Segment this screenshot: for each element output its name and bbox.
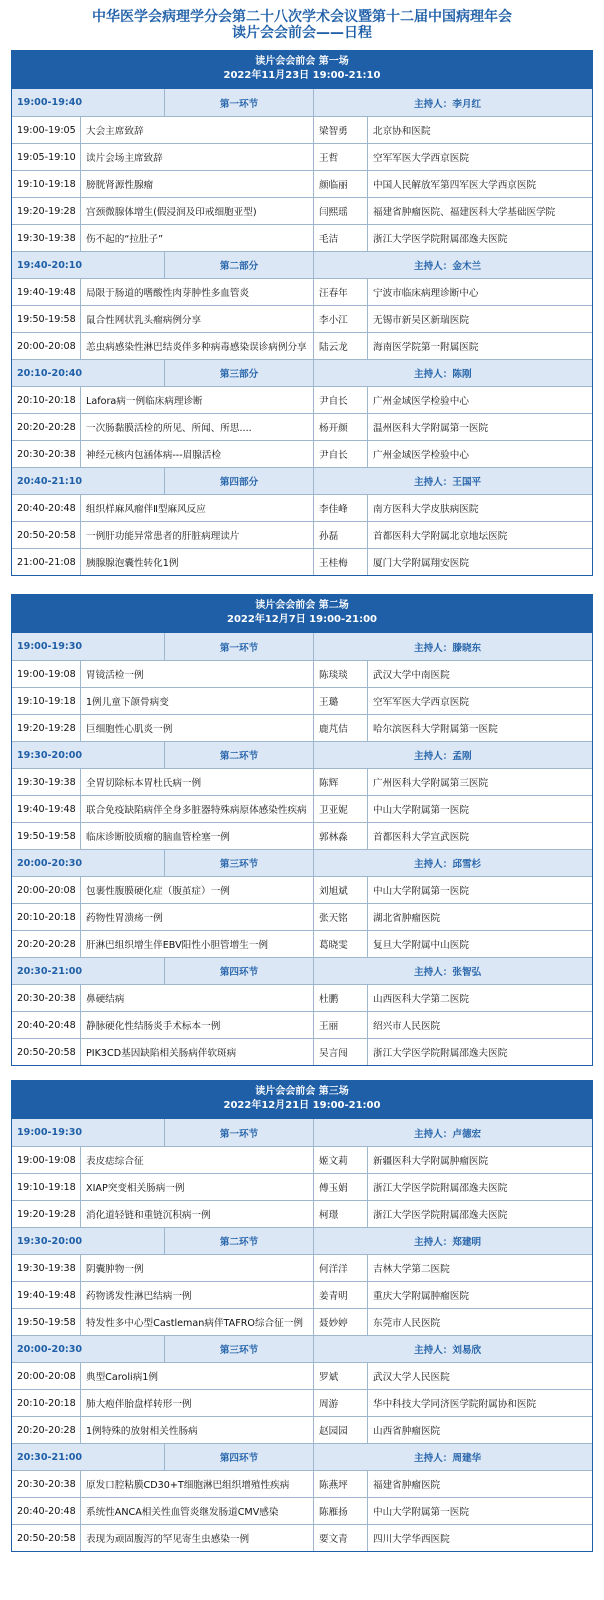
row-time: 20:00-20:08 (17, 1370, 76, 1382)
row-title: 读片会场主席致辞 (80, 144, 313, 170)
row-institution: 中山大学附属第一医院 (367, 877, 592, 903)
row-title: 鼻硬结病 (80, 985, 313, 1011)
section-time: 20:30-21:00 (17, 965, 83, 977)
session-date: 2022年12月21日 19:00-21:00 (223, 1100, 381, 1111)
row-title: 恙虫病感染性淋巴结炎伴多种病毒感染误诊病例分享 (80, 333, 313, 359)
row-institution: 浙江大学医学院附属邵逸夫医院 (367, 1201, 592, 1227)
row-speaker: 王哲 (313, 144, 367, 170)
row-title: 神经元核内包涵体病---眉腺活检 (80, 441, 313, 467)
session-table (11, 50, 593, 576)
row-title: 巨细胞性心肌炎一例 (80, 715, 313, 741)
section-time: 19:30-20:00 (17, 1235, 83, 1247)
section-row (12, 1335, 592, 1362)
row-institution: 重庆大学附属肿瘤医院 (367, 1282, 592, 1308)
table-row (12, 1011, 592, 1038)
row-time: 19:50-19:58 (17, 313, 76, 325)
table-row (12, 660, 592, 687)
row-title: 局限于肠道的嗜酸性肉芽肿性多血管炎 (80, 279, 313, 305)
section-time: 20:10-20:40 (17, 367, 83, 379)
table-row (12, 903, 592, 930)
row-time: 20:50-20:58 (17, 529, 76, 541)
page-header (0, 0, 604, 41)
table-row (12, 1470, 592, 1497)
row-time: 20:30-20:38 (17, 448, 76, 460)
row-institution: 无锡市新吴区新瑞医院 (367, 306, 592, 332)
session-name: 读片会会前会 第二场 (255, 600, 349, 611)
row-time: 20:00-20:08 (17, 884, 76, 896)
section-name: 第四环节 (164, 1444, 313, 1470)
row-title: 静脉硬化性结肠炎手术标本一例 (80, 1012, 313, 1038)
session-body (12, 89, 592, 575)
table-row (12, 1416, 592, 1443)
section-host: 主持人：孟刚 (313, 742, 592, 768)
row-institution: 广州医科大学附属第三医院 (367, 769, 592, 795)
table-row (12, 1200, 592, 1227)
table-row (12, 521, 592, 548)
section-name: 第二环节 (164, 742, 313, 768)
section-row (12, 89, 592, 116)
row-speaker: 陆云龙 (313, 333, 367, 359)
row-institution: 四川大学华西医院 (367, 1525, 592, 1551)
session-name: 读片会会前会 第一场 (255, 56, 349, 67)
row-speaker: 郭林淼 (313, 823, 367, 849)
row-speaker: 卫亚妮 (313, 796, 367, 822)
row-speaker: 陈辉 (313, 769, 367, 795)
row-title: 药物性胃溃疡一例 (80, 904, 313, 930)
row-time: 20:20-20:28 (17, 938, 76, 950)
row-time: 19:20-19:28 (17, 1208, 76, 1220)
row-time: 20:40-20:48 (17, 502, 76, 514)
section-row (12, 467, 592, 494)
row-institution: 山西医科大学第二医院 (367, 985, 592, 1011)
row-title: 一次肠黏膜活检的所见、所闻、所思.... (80, 414, 313, 440)
row-title: 1例特殊的放射相关性肠病 (80, 1417, 313, 1443)
table-row (12, 714, 592, 741)
row-institution: 空军军医大学西京医院 (367, 144, 592, 170)
table-row (12, 822, 592, 849)
row-title: 胃镜活检一例 (80, 661, 313, 687)
table-row (12, 224, 592, 251)
row-institution: 中国人民解放军第四军医大学西京医院 (367, 171, 592, 197)
row-title: 一例肝功能异常患者的肝脏病理读片 (80, 522, 313, 548)
row-time: 20:00-20:08 (17, 340, 76, 352)
row-speaker: 李佳峰 (313, 495, 367, 521)
section-name: 第一环节 (164, 1119, 313, 1146)
row-speaker: 颜临丽 (313, 171, 367, 197)
table-row (12, 386, 592, 413)
row-title: 胰腺腺泡囊性转化1例 (80, 549, 313, 575)
row-speaker: 尹自长 (313, 441, 367, 467)
session-header (12, 595, 592, 633)
table-row (12, 440, 592, 467)
row-title: 组织样麻风瘤伴Ⅱ型麻风反应 (80, 495, 313, 521)
row-institution: 山西省肿瘤医院 (367, 1417, 592, 1443)
session-header (12, 1081, 592, 1119)
section-time: 19:00-19:30 (17, 641, 83, 652)
row-time: 20:30-20:38 (17, 992, 76, 1004)
row-institution: 吉林大学第二医院 (367, 1255, 592, 1281)
row-title: 系统性ANCA相关性血管炎继发肠道CMV感染 (80, 1498, 313, 1524)
row-title: XIAP突变相关肠病一例 (80, 1174, 313, 1200)
row-time: 20:10-20:18 (17, 394, 76, 406)
section-time: 20:30-21:00 (17, 1451, 83, 1463)
section-time: 19:40-20:10 (17, 259, 83, 271)
row-speaker: 李小江 (313, 306, 367, 332)
row-speaker: 葛晓雯 (313, 931, 367, 957)
table-row (12, 494, 592, 521)
table-row (12, 1281, 592, 1308)
row-title: 大会主席致辞 (80, 117, 313, 143)
row-speaker: 罗斌 (313, 1363, 367, 1389)
table-row (12, 1038, 592, 1065)
row-institution: 浙江大学医学院附属邵逸夫医院 (367, 1039, 592, 1065)
table-row (12, 1146, 592, 1173)
row-institution: 华中科技大学同济医学院附属协和医院 (367, 1390, 592, 1416)
row-institution: 中山大学附属第一医院 (367, 796, 592, 822)
section-time: 19:00-19:30 (17, 1127, 83, 1138)
section-row (12, 633, 592, 660)
row-institution: 武汉大学中南医院 (367, 661, 592, 687)
row-title: PIK3CD基因缺陷相关肠病伴软斑病 (80, 1039, 313, 1065)
session-body (12, 633, 592, 1065)
row-time: 20:20-20:28 (17, 421, 76, 433)
row-title: 肺大疱伴胎盘样转形一例 (80, 1390, 313, 1416)
section-row (12, 849, 592, 876)
table-row (12, 413, 592, 440)
row-title: 肝淋巴组织增生伴EBV阳性小胆管增生一例 (80, 931, 313, 957)
section-row (12, 957, 592, 984)
table-row (12, 876, 592, 903)
row-time: 20:50-20:58 (17, 1046, 76, 1058)
row-title: 药物诱发性淋巴结病一例 (80, 1282, 313, 1308)
row-title: 伤不起的“拉肚子” (80, 225, 313, 251)
table-row (12, 170, 592, 197)
section-name: 第一环节 (164, 633, 313, 660)
section-host: 主持人：王国平 (313, 468, 592, 494)
row-speaker: 尹自长 (313, 387, 367, 413)
section-host: 主持人：金木兰 (313, 252, 592, 278)
table-row (12, 1362, 592, 1389)
session-name: 读片会会前会 第三场 (255, 1086, 349, 1097)
session-header (12, 51, 592, 89)
section-host: 主持人：邱雪杉 (313, 850, 592, 876)
row-institution: 首都医科大学宣武医院 (367, 823, 592, 849)
row-time: 19:00-19:05 (17, 124, 76, 136)
section-name: 第二部分 (164, 252, 313, 278)
row-speaker: 张天铭 (313, 904, 367, 930)
section-name: 第二环节 (164, 1228, 313, 1254)
section-name: 第一环节 (164, 89, 313, 116)
row-speaker: 吴言闯 (313, 1039, 367, 1065)
row-speaker: 姜青明 (313, 1282, 367, 1308)
row-speaker: 孙磊 (313, 522, 367, 548)
row-institution: 福建省肿瘤医院 (367, 1471, 592, 1497)
row-institution: 东莞市人民医院 (367, 1309, 592, 1335)
table-row (12, 795, 592, 822)
row-institution: 哈尔滨医科大学附属第一医院 (367, 715, 592, 741)
section-name: 第三部分 (164, 360, 313, 386)
table-row (12, 984, 592, 1011)
row-time: 19:30-19:38 (17, 232, 76, 244)
row-title: 原发口腔粘膜CD30+T细胞淋巴组织增殖性疾病 (80, 1471, 313, 1497)
section-name: 第四环节 (164, 958, 313, 984)
row-institution: 空军军医大学西京医院 (367, 688, 592, 714)
row-time: 19:10-19:18 (17, 695, 76, 707)
section-host: 主持人：李月红 (313, 89, 592, 116)
section-name: 第三环节 (164, 850, 313, 876)
row-title: 特发性多中心型Castleman病伴TAFRO综合征一例 (80, 1309, 313, 1335)
row-time: 19:20-19:28 (17, 722, 76, 734)
row-title: 阴囊肿物一例 (80, 1255, 313, 1281)
row-speaker: 梁智勇 (313, 117, 367, 143)
table-row (12, 768, 592, 795)
section-time: 19:00-19:40 (17, 97, 83, 108)
row-institution: 南方医科大学皮肤病医院 (367, 495, 592, 521)
row-speaker: 杜鹏 (313, 985, 367, 1011)
row-speaker: 赵园园 (313, 1417, 367, 1443)
row-speaker: 要文青 (313, 1525, 367, 1551)
row-speaker: 柯璟 (313, 1201, 367, 1227)
page-subtitle: 读片会会前会——日程 (232, 25, 372, 41)
table-row (12, 930, 592, 957)
row-time: 19:40-19:48 (17, 803, 76, 815)
row-title: 消化道轻链和重链沉积病一例 (80, 1201, 313, 1227)
row-time: 19:30-19:38 (17, 1262, 76, 1274)
row-time: 19:10-19:18 (17, 1181, 76, 1193)
table-row (12, 1524, 592, 1551)
table-row (12, 305, 592, 332)
row-speaker: 陈雁扬 (313, 1498, 367, 1524)
row-title: 包裹性腹膜硬化症（腹茧症）一例 (80, 877, 313, 903)
row-institution: 宁波市临床病理诊断中心 (367, 279, 592, 305)
section-host: 主持人：陈刚 (313, 360, 592, 386)
row-title: 鼠合性网状乳头瘤病例分享 (80, 306, 313, 332)
row-title: 联合免疫缺陷病伴全身多脏器特殊病原体感染性疾病 (80, 796, 313, 822)
row-title: 典型Caroli病1例 (80, 1363, 313, 1389)
row-speaker: 姬文莉 (313, 1147, 367, 1173)
row-speaker: 陈燕坪 (313, 1471, 367, 1497)
section-time: 20:40-21:10 (17, 475, 83, 487)
table-row (12, 332, 592, 359)
row-institution: 复旦大学附属中山医院 (367, 931, 592, 957)
row-institution: 厦门大学附属翔安医院 (367, 549, 592, 575)
row-institution: 新疆医科大学附属肿瘤医院 (367, 1147, 592, 1173)
table-row (12, 1308, 592, 1335)
row-institution: 首都医科大学附属北京地坛医院 (367, 522, 592, 548)
row-title: 表皮痣综合征 (80, 1147, 313, 1173)
row-time: 19:20-19:28 (17, 205, 76, 217)
session-table (11, 594, 593, 1066)
table-row (12, 197, 592, 224)
row-time: 20:50-20:58 (17, 1532, 76, 1544)
section-row (12, 1227, 592, 1254)
section-row (12, 1443, 592, 1470)
row-title: 宫颈微腺体增生(假浸润及印戒细胞亚型) (80, 198, 313, 224)
table-row (12, 1254, 592, 1281)
row-speaker: 傅玉娟 (313, 1174, 367, 1200)
row-time: 20:40-20:48 (17, 1019, 76, 1031)
table-row (12, 143, 592, 170)
row-time: 19:40-19:48 (17, 1289, 76, 1301)
row-speaker: 王丽 (313, 1012, 367, 1038)
row-institution: 湖北省肿瘤医院 (367, 904, 592, 930)
section-host: 主持人：滕晓东 (313, 633, 592, 660)
row-institution: 浙江大学医学院附属邵逸夫医院 (367, 225, 592, 251)
row-time: 19:30-19:38 (17, 776, 76, 788)
row-institution: 中山大学附属第一医院 (367, 1498, 592, 1524)
row-title: 表现为顽固腹泻的罕见寄生虫感染一例 (80, 1525, 313, 1551)
section-row (12, 1119, 592, 1146)
row-time: 20:20-20:28 (17, 1424, 76, 1436)
row-time: 19:50-19:58 (17, 830, 76, 842)
row-title: 膀胱肾源性腺瘤 (80, 171, 313, 197)
session-table (11, 1080, 593, 1552)
table-row (12, 278, 592, 305)
row-institution: 温州医科大学附属第一医院 (367, 414, 592, 440)
row-time: 21:00-21:08 (17, 556, 76, 568)
row-speaker: 杨开颜 (313, 414, 367, 440)
table-row (12, 116, 592, 143)
row-institution: 武汉大学人民医院 (367, 1363, 592, 1389)
session-date: 2022年11月23日 19:00-21:10 (223, 70, 381, 81)
row-title: Lafora病一例临床病理诊断 (80, 387, 313, 413)
row-speaker: 毛洁 (313, 225, 367, 251)
row-speaker: 闫熙瑶 (313, 198, 367, 224)
table-row (12, 687, 592, 714)
section-time: 19:30-20:00 (17, 749, 83, 761)
session-date: 2022年12月7日 19:00-21:00 (227, 614, 377, 625)
row-time: 19:05-19:10 (17, 151, 76, 163)
row-title: 1例儿童下颌骨病变 (80, 688, 313, 714)
section-name: 第三环节 (164, 1336, 313, 1362)
row-time: 19:10-19:18 (17, 178, 76, 190)
row-time: 20:30-20:38 (17, 1478, 76, 1490)
section-row (12, 741, 592, 768)
row-speaker: 陈琰琰 (313, 661, 367, 687)
row-time: 20:10-20:18 (17, 911, 76, 923)
row-speaker: 聂妙婷 (313, 1309, 367, 1335)
row-speaker: 王璐 (313, 688, 367, 714)
row-institution: 广州金域医学检验中心 (367, 441, 592, 467)
row-speaker: 何洋洋 (313, 1255, 367, 1281)
row-speaker: 汪春年 (313, 279, 367, 305)
row-institution: 海南医学院第一附属医院 (367, 333, 592, 359)
row-institution: 绍兴市人民医院 (367, 1012, 592, 1038)
table-row (12, 1497, 592, 1524)
row-speaker: 王桂梅 (313, 549, 367, 575)
row-time: 20:40-20:48 (17, 1505, 76, 1517)
row-speaker: 周游 (313, 1390, 367, 1416)
row-speaker: 鹿芃佶 (313, 715, 367, 741)
table-row (12, 1173, 592, 1200)
section-row (12, 251, 592, 278)
table-row (12, 548, 592, 575)
row-time: 19:40-19:48 (17, 286, 76, 298)
section-host: 主持人：周建华 (313, 1444, 592, 1470)
section-host: 主持人：郑建明 (313, 1228, 592, 1254)
row-title: 临床诊断胶质瘤的脑血管栓塞一例 (80, 823, 313, 849)
session-body (12, 1119, 592, 1551)
row-time: 19:00-19:08 (17, 1154, 76, 1166)
section-name: 第四部分 (164, 468, 313, 494)
table-row (12, 1389, 592, 1416)
row-institution: 北京协和医院 (367, 117, 592, 143)
row-title: 全胃切除标本胃杜氏病一例 (80, 769, 313, 795)
row-institution: 福建省肿瘤医院、福建医科大学基础医学院 (367, 198, 592, 224)
section-host: 主持人：卢德宏 (313, 1119, 592, 1146)
row-institution: 浙江大学医学院附属邵逸夫医院 (367, 1174, 592, 1200)
section-time: 20:00-20:30 (17, 857, 83, 869)
row-time: 19:00-19:08 (17, 668, 76, 680)
row-speaker: 刘旭斌 (313, 877, 367, 903)
section-host: 主持人：张智弘 (313, 958, 592, 984)
section-row (12, 359, 592, 386)
section-time: 20:00-20:30 (17, 1343, 83, 1355)
row-institution: 广州金域医学检验中心 (367, 387, 592, 413)
section-host: 主持人：刘易欣 (313, 1336, 592, 1362)
page-title: 中华医学会病理学分会第二十八次学术会议暨第十二届中国病理年会 (92, 9, 512, 25)
row-time: 20:10-20:18 (17, 1397, 76, 1409)
row-time: 19:50-19:58 (17, 1316, 76, 1328)
